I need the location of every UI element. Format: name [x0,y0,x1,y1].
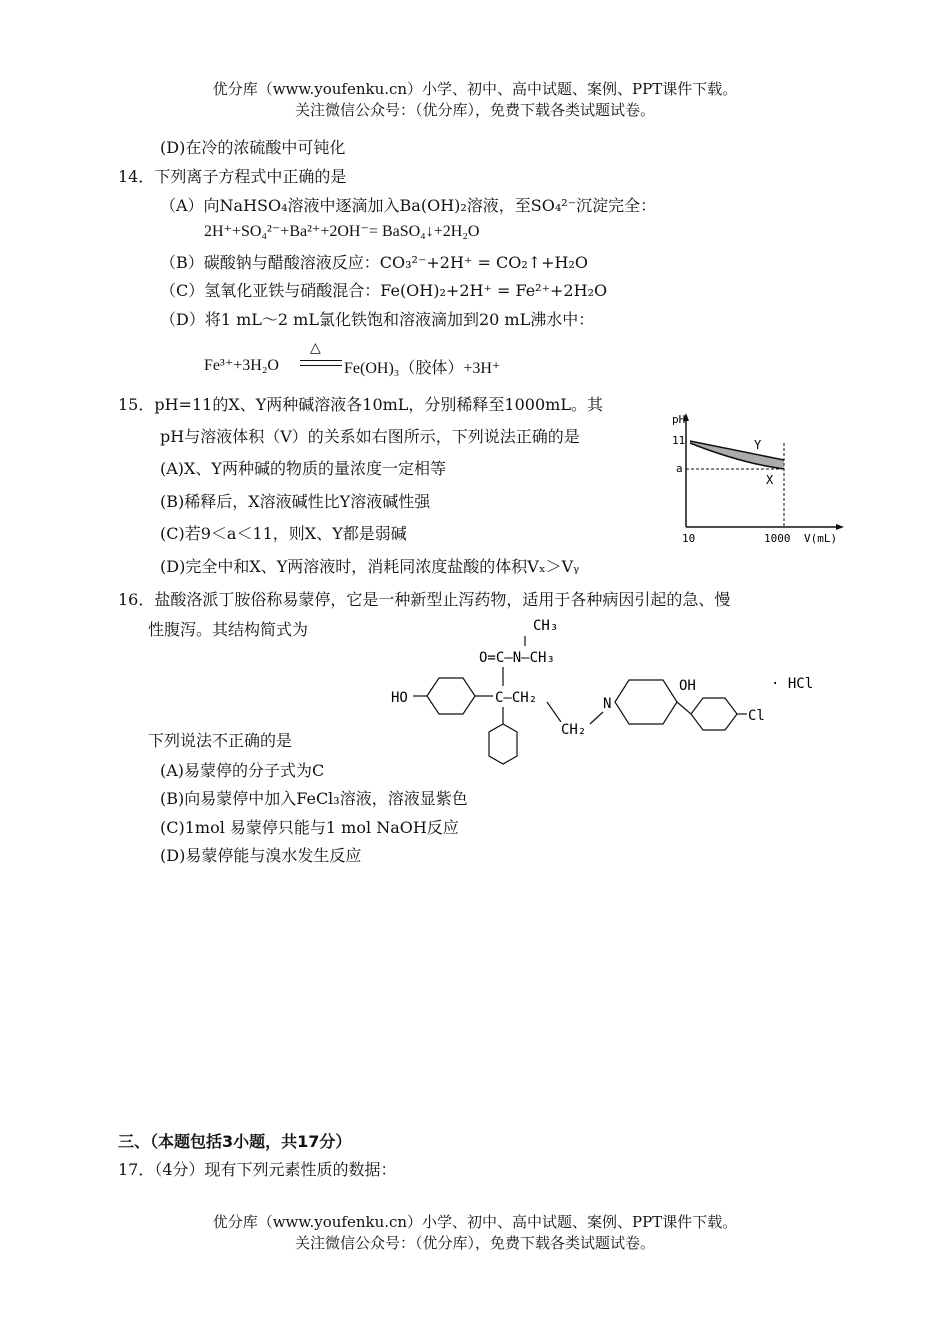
methylene: CH₂ [561,722,587,738]
heat-arrow [296,342,344,368]
footer-line-2: 关注微信公众号：（优分库），免费下载各类试题试卷。 [294,1234,655,1252]
x-tick-1000: 1000 [764,532,791,545]
hydroxyl-right: OH [679,678,696,694]
amide-group: O=C—N—CH₃ [479,650,555,666]
x-axis-arrow [836,524,844,530]
q14-option-b: （B）碳酸钠与醋酸溶液反应：CO₃²⁻+2H⁺ = CO₂↑+H₂O [160,253,589,272]
y-tick-a: a [676,462,683,475]
bond-pip-ring [677,702,691,714]
chlorophenyl-ring [691,698,737,730]
header-line-1: 优分库（www.youfenku.cn）小学、初中、高中试题、案例、PPT课件下载。 [212,80,738,98]
q15-option-d: (D)完全中和X、Y两溶液时，消耗同浓度盐酸的体积Vₓ＞Vᵧ [160,557,580,576]
hydroxyl-left: HO [391,690,408,706]
q16-option-a: (A)易蒙停的分子式为C [160,761,325,780]
bond-ch2-n [590,712,603,724]
q16-stem-1: 16．盐酸洛派丁胺俗称易蒙停，它是一种新型止泻药物，适用于各种病因引起的急、慢 [118,590,731,609]
q16-option-b: (B)向易蒙停中加入FeCl₃溶液，溶液显紫色 [160,789,468,808]
q14-option-d-eq-left: Fe³⁺+3H₂O [204,357,279,374]
footer-line-1: 优分库（www.youfenku.cn）小学、初中、高中试题、案例、PPT课件下载。 [212,1213,738,1231]
methyl-top: CH₃ [533,618,559,634]
q16-stem-3: 下列说法不正确的是 [148,731,293,750]
x-tick-10: 10 [682,532,696,545]
loperamide-structure [385,610,825,775]
x-axis-label: V(mL) [804,532,838,545]
q14-option-a: （A）向NaHSO₄溶液中逐滴加入Ba(OH)₂溶液，至SO₄²⁻沉淀完全： [160,196,657,215]
chlorine: Cl [748,708,765,724]
q14-option-a-equation: 2H⁺+SO₄²⁻+Ba²⁺+2OH⁻= BaSO₄↓+2H₂O [204,223,480,240]
shaded-region [690,441,784,469]
q16-option-c: (C)1mol 易蒙停只能与1 mol NaOH反应 [160,818,459,837]
q14-stem: 14．下列离子方程式中正确的是 [118,167,347,186]
bond-ch2-ch2 [547,702,561,722]
q15-option-b: (B)稀释后，X溶液碱性比Y溶液碱性强 [160,492,431,511]
y-axis-label: pH [672,413,686,426]
section-3-title: 三、（本题包括3小题，共17分） [118,1132,352,1151]
hcl-salt: · HCl [771,676,814,692]
quaternary-carbon: C—CH₂ [495,690,538,706]
q14-option-d-eq-right: Fe(OH)₃（胶体）+3H⁺ [344,360,501,377]
q15-stem-1: 15．pH=11的X、Y两种碱溶液各10mL，分别稀释至1000mL。其 [118,395,603,414]
q16-stem-2: 性腹泻。其结构简式为 [148,620,309,639]
piperidine-n: N [603,696,612,712]
phenol-ring [427,678,475,714]
phenyl-ring [489,724,517,764]
piperidine-ring [615,680,677,724]
y-tick-11: 11 [672,434,686,447]
heat-symbol: △ [310,340,321,356]
q14-option-d: （D）将1 mL～2 mL氯化铁饱和溶液滴加到20 mL沸水中： [160,310,595,329]
curve-label-x: X [766,473,774,487]
curve-label-y: Y [754,438,762,452]
equal-line-top [300,360,342,361]
q17-stem: 17．（4分）现有下列元素性质的数据： [118,1160,397,1179]
q15-stem-2: pH与溶液体积（V）的关系如右图所示，下列说法正确的是 [160,427,580,446]
q15-option-a: (A)X、Y两种碱的物质的量浓度一定相等 [160,459,446,478]
q15-option-c: (C)若9＜a＜11，则X、Y都是弱碱 [160,524,407,543]
equal-line-bottom [300,365,342,366]
q16-option-d: (D)易蒙停能与溴水发生反应 [160,846,362,865]
q13-option-d: (D)在冷的浓硫酸中可钝化 [160,138,346,157]
header-line-2: 关注微信公众号：（优分库），免费下载各类试题试卷。 [294,101,655,119]
q15-ph-graph [660,405,855,555]
q14-option-c: （C）氢氧化亚铁与硝酸混合：Fe(OH)₂+2H⁺ = Fe²⁺+2H₂O [160,281,608,300]
